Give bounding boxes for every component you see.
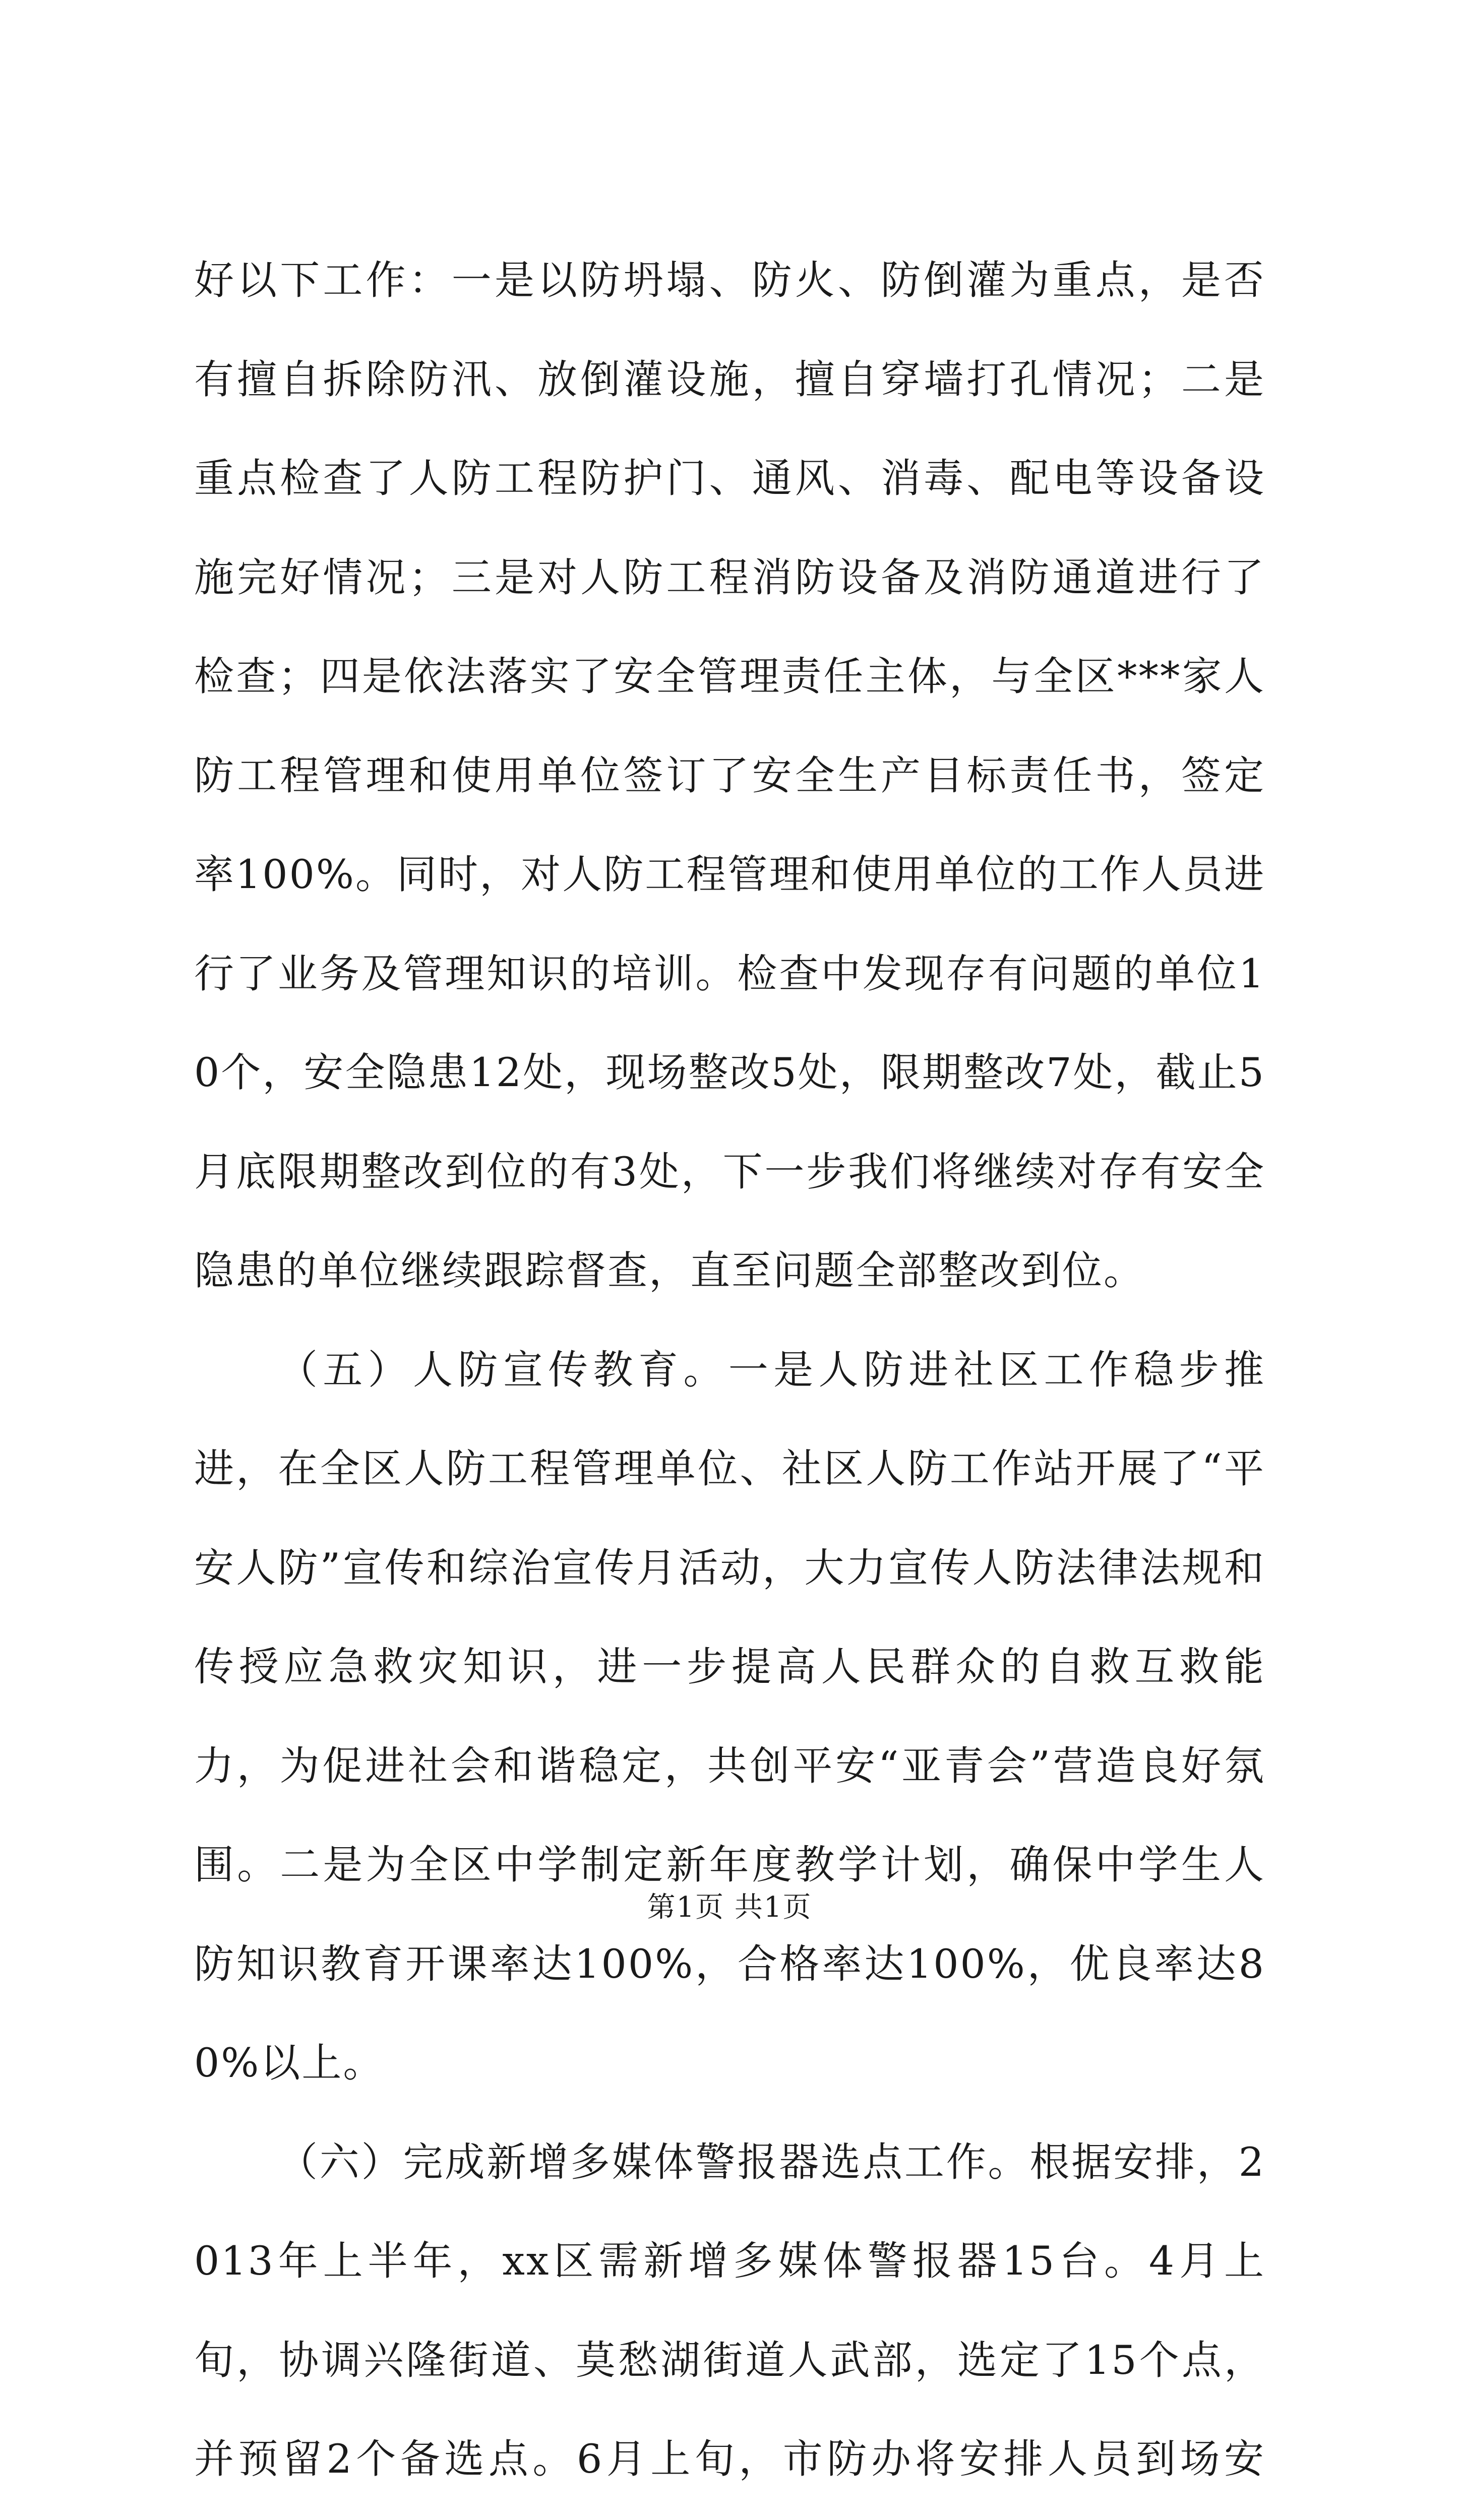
document-body — [194, 231, 1265, 2520]
paragraph-publicity-education: （五）人防宣传教育。一是人防进社区工作稳步推进，在全区人防工程管理单位、社区人防工作站开展了“平安人防”宣传和综治宣传月活动，大力宣传人防法律法规和传授应急救灾知识，进一步提高人民群众的自救互救能力，为促进社会和谐稳定，共创平安“亚青会”营造良好氛围。二是为全区中学制定新年度教学计划，确保中学生人防知识教育开课率达100%，合格率达100%，优良率达80%以上。 — [194, 1320, 1265, 2113]
paragraph-alarm-siting: （六）完成新增多媒体警报器选点工作。根据安排，2013年上半年，xx区需新增多媒体警报器15台。4月上旬，协调兴隆街道、莫愁湖街道人武部，选定了15个点，并预留2个备选点。6月上旬，市防办将安排人员到场安 — [194, 2113, 1265, 2520]
page-footer: 第1页 共1页 — [0, 1890, 1459, 1925]
paragraph-continuation: 好以下工作：一是以防坍塌、防火、防倒灌为重点，是否有擅自拆除防汛、放倒灌设施，擅自穿墙打孔情况；二是重点检查了人防工程防护门、通风、消毒、配电等设备设施完好情况；三是对人防工程消防设备及消防通道进行了检查；四是依法落实了安全管理责任主体，与全区***家人防工程管理和使用单位签订了安全生产目标责任书，签定率100%。同时，对人防工程管理和使用单位的工作人员进行了业务及管理知识的培训。检查中发现存有问题的单位10个，安全隐患12处，现场整改5处，限期整改7处，截止5月底限期整改到位的有3处，下一步我们将继续对存有安全隐患的单位继续跟踪督查，直至问题全部整改到位。 — [194, 231, 1265, 1320]
